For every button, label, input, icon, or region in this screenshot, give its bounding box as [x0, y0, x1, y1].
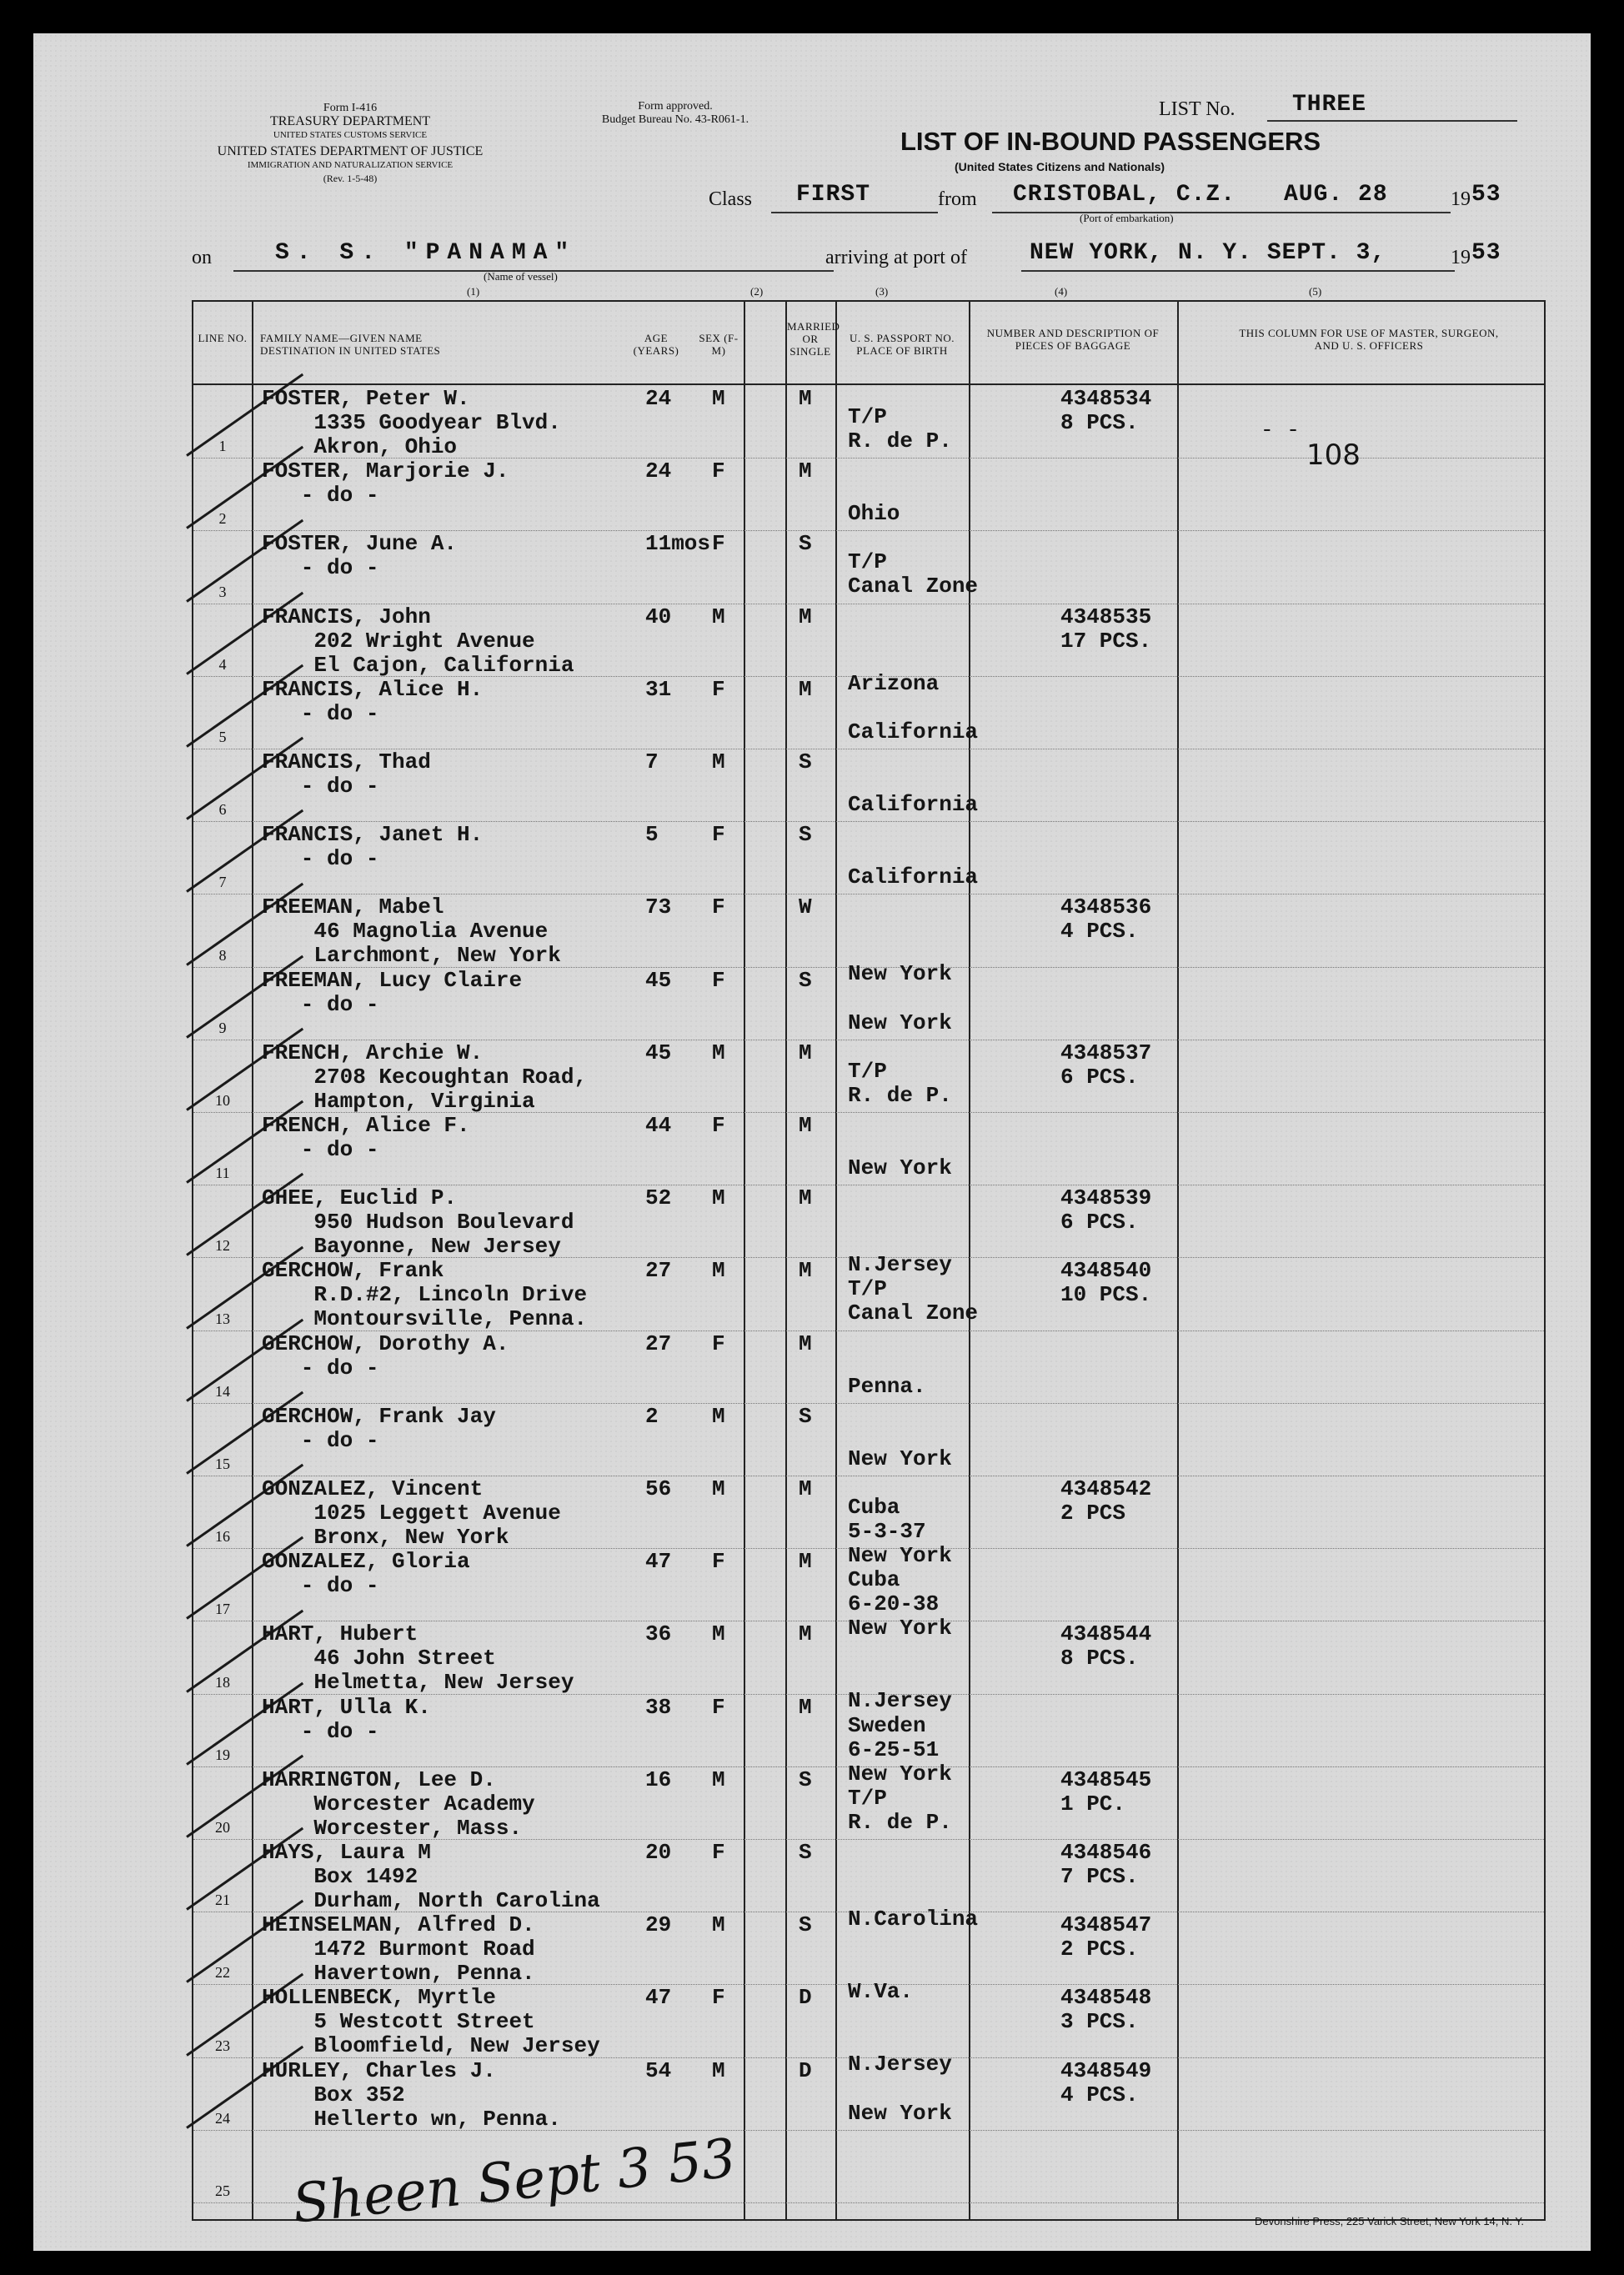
passenger-marital: M	[799, 604, 812, 629]
passenger-age: 56	[645, 1476, 672, 1501]
passenger-name: HART, Hubert 46 John Street Helmetta, New Jersey	[262, 1621, 574, 1696]
passenger-age: 40	[645, 604, 672, 629]
treasury-label: TREASURY DEPARTMENT	[269, 114, 431, 128]
passenger-baggage: 4348545 1 PC.	[1060, 1766, 1152, 1816]
line-number: 10	[215, 1092, 230, 1109]
passenger-name: FOSTER, June A. - do -	[262, 531, 458, 581]
passenger-passport: N.Carolina	[848, 1907, 979, 1932]
passenger-marital: M	[799, 459, 812, 484]
passenger-age: 45	[645, 967, 672, 993]
passenger-passport: N.Jersey	[848, 1252, 952, 1278]
passenger-marital: M	[799, 386, 812, 411]
passenger-passport: New York	[848, 2100, 952, 2126]
passenger-passport: T/P Canal Zone	[848, 1276, 979, 1326]
passenger-sex: M	[712, 1476, 725, 1501]
passenger-name: FOSTER, Peter W. 1335 Goodyear Blvd. Akron, Ohio	[262, 386, 561, 459]
passenger-sex: F	[712, 1694, 725, 1720]
year-prefix-arrival: 19	[1451, 247, 1471, 268]
passenger-passport: New York	[848, 1446, 952, 1471]
passenger-passport: N.Jersey	[848, 2052, 952, 2077]
agency-block	[233, 102, 467, 142]
departure-date: AUG. 28	[1284, 182, 1388, 208]
passenger-name: FRENCH, Archie W. 2708 Kecoughtan Road, Hampton, Virginia	[262, 1040, 588, 1114]
passenger-name: HURLEY, Charles J. Box 352 Hellerto wn, Penna.	[262, 2057, 561, 2132]
passenger-age: 16	[645, 1766, 672, 1792]
line-number: 8	[218, 946, 227, 964]
passenger-baggage: 4348547 2 PCS.	[1060, 1912, 1152, 1962]
passenger-marital: S	[799, 967, 812, 993]
passenger-marital: M	[799, 1330, 812, 1356]
passenger-baggage: 4348548 3 PCS.	[1060, 1985, 1152, 2035]
passenger-marital: S	[799, 1766, 812, 1792]
passenger-name: GHEE, Euclid P. 950 Hudson Boulevard Bayonne, New Jersey	[262, 1185, 574, 1260]
header-officers: THIS COLUMN FOR USE OF MASTER, SURGEON, AND U. S. OFFICERS	[1239, 327, 1499, 352]
revision-label: (Rev. 1-5-48)	[323, 173, 378, 184]
passenger-name: FRENCH, Alice F. - do -	[262, 1113, 470, 1162]
passenger-passport: California	[848, 792, 979, 817]
passenger-name: HARRINGTON, Lee D. Worcester Academy Worcester, Mass.	[262, 1766, 535, 1841]
passenger-marital: M	[799, 1621, 812, 1647]
passenger-passport: T/P R. de P.	[848, 1785, 952, 1835]
passenger-age: 47	[645, 1985, 672, 2011]
header-age: AGE (YEARS)	[633, 332, 679, 357]
manifest-sheet	[33, 33, 1591, 2251]
passenger-sex: M	[712, 2057, 725, 2083]
passenger-name: HEINSELMAN, Alfred D. 1472 Burmont Road Havertown, Penna.	[262, 1912, 535, 1987]
form-number: Form I-416	[323, 102, 378, 114]
col-num-2: (2)	[750, 285, 764, 298]
passenger-name: GERCHOW, Frank R.D.#2, Lincoln Drive Montoursville, Penna.	[262, 1258, 588, 1332]
header-sex: SEX (F-M)	[699, 332, 739, 357]
passenger-baggage: 4348544 8 PCS.	[1060, 1621, 1152, 1671]
passenger-name: FRANCIS, Janet H. - do -	[262, 822, 484, 872]
passenger-passport: New York	[848, 961, 952, 987]
passenger-sex: F	[712, 1113, 725, 1138]
passenger-passport: T/P R. de P.	[848, 1058, 952, 1108]
officer-dash: - -	[1261, 418, 1300, 443]
passenger-age: 47	[645, 1549, 672, 1575]
line-number: 24	[215, 2109, 230, 2127]
passenger-marital: M	[799, 1476, 812, 1501]
list-no-value: THREE	[1292, 92, 1367, 118]
approval-block	[550, 100, 800, 127]
officer-note: 108	[1306, 438, 1361, 472]
line-number: 21	[215, 1892, 230, 1909]
line-number: 19	[215, 1746, 230, 1763]
passenger-age: 27	[645, 1258, 672, 1284]
header-line-no: LINE NO.	[198, 332, 248, 344]
passenger-name: GERCHOW, Dorothy A. - do -	[262, 1330, 509, 1381]
justice-label: UNITED STATES DEPARTMENT OF JUSTICE	[217, 144, 484, 158]
passenger-sex: F	[712, 1330, 725, 1356]
passenger-marital: S	[799, 1912, 812, 1938]
passenger-sex: M	[712, 1912, 725, 1938]
line-number: 23	[215, 2037, 230, 2054]
from-label: from	[938, 188, 977, 210]
col-num-1: (1)	[467, 285, 480, 298]
on-label: on	[192, 247, 212, 268]
line-number: 4	[218, 655, 227, 673]
ins-label: IMMIGRATION AND NATURALIZATION SERVICE	[247, 160, 454, 170]
line-number: 20	[215, 1819, 230, 1836]
passenger-name: HART, Ulla K. - do -	[262, 1694, 431, 1744]
passenger-sex: F	[712, 531, 725, 557]
passenger-baggage: 4348534 8 PCS.	[1060, 386, 1152, 435]
passenger-passport: California	[848, 864, 979, 890]
vessel-name: S. S. "PANAMA"	[275, 240, 577, 266]
passenger-marital: S	[799, 1840, 812, 1865]
passenger-name: FOSTER, Marjorie J. - do -	[262, 459, 509, 509]
line-number: 5	[218, 729, 227, 745]
from-value: CRISTOBAL, C.Z.	[1013, 182, 1236, 208]
col-num-5: (5)	[1309, 285, 1322, 298]
passenger-sex: F	[712, 1549, 725, 1575]
passenger-name: FRANCIS, Thad - do -	[262, 749, 431, 799]
passenger-sex: M	[712, 386, 725, 411]
passenger-table	[192, 300, 1546, 2221]
passenger-sex: F	[712, 1840, 725, 1865]
passenger-marital: M	[799, 676, 812, 702]
passenger-age: 73	[645, 894, 672, 920]
passenger-passport: New York	[848, 1155, 952, 1180]
line-number: 6	[218, 801, 227, 819]
passenger-marital: D	[799, 2057, 812, 2083]
form-approved: Form approved.	[638, 100, 713, 113]
passenger-sex: M	[712, 1258, 725, 1284]
passenger-baggage: 4348542 2 PCS	[1060, 1476, 1152, 1526]
line-number: 17	[215, 1601, 230, 1618]
passenger-baggage: 4348540 10 PCS.	[1060, 1258, 1152, 1308]
passenger-passport: W.Va.	[848, 1979, 914, 2005]
passenger-marital: S	[799, 531, 812, 557]
passenger-age: 24	[645, 459, 672, 484]
passenger-marital: M	[799, 1040, 812, 1065]
passenger-name: FREEMAN, Mabel 46 Magnolia Avenue Larchmont, New York	[262, 894, 561, 969]
passenger-marital: S	[799, 1403, 812, 1429]
page-subtitle: (United States Citizens and Nationals)	[955, 160, 1165, 173]
printer-imprint: Devonshire Press, 225 Varick Street, New York 14, N. Y.	[1255, 2215, 1524, 2227]
line-number: 13	[215, 1310, 230, 1327]
arrival-port: NEW YORK, N. Y. SEPT. 3,	[1030, 240, 1386, 266]
passenger-age: 52	[645, 1185, 672, 1211]
passenger-sex: M	[712, 1185, 725, 1211]
line-number: 2	[218, 510, 227, 528]
passenger-age: 45	[645, 1040, 672, 1065]
line-number: 7	[218, 874, 227, 891]
line-number: 22	[215, 1964, 230, 1982]
line-number: 1	[218, 438, 227, 455]
passenger-age: 20	[645, 1840, 672, 1865]
passenger-age: 44	[645, 1113, 672, 1138]
line-number: 3	[218, 583, 227, 600]
passenger-passport: California	[848, 719, 979, 744]
passenger-passport: New York	[848, 1010, 952, 1035]
passenger-sex: F	[712, 676, 725, 702]
line-number: 16	[215, 1528, 230, 1546]
passenger-passport: T/P Canal Zone	[848, 549, 979, 599]
passenger-marital: S	[799, 749, 812, 774]
passenger-age: 24	[645, 386, 672, 411]
passenger-sex: F	[712, 894, 725, 920]
passenger-name: HOLLENBECK, Myrtle 5 Westcott Street Bloomfield, New Jersey	[262, 1985, 600, 2059]
passenger-baggage: 4348535 17 PCS.	[1060, 604, 1152, 654]
passenger-sex: M	[712, 1621, 725, 1647]
passenger-sex: F	[712, 822, 725, 848]
class-label: Class	[709, 188, 753, 210]
passenger-marital: M	[799, 1258, 812, 1284]
passenger-passport: Cuba 5-3-37 New York	[848, 1495, 952, 1568]
passenger-marital: M	[799, 1694, 812, 1720]
passenger-sex: F	[712, 1985, 725, 2011]
line-number: 15	[215, 1456, 230, 1472]
passenger-marital: S	[799, 822, 812, 848]
vessel-caption: (Name of vessel)	[484, 270, 558, 283]
line-number: 11	[215, 1165, 230, 1182]
col-num-3: (3)	[875, 285, 889, 298]
arriving-label: arriving at port of	[825, 247, 967, 268]
page-title: LIST OF IN-BOUND PASSENGERS	[900, 127, 1321, 156]
line-number: 9	[218, 1019, 227, 1036]
passenger-age: 38	[645, 1694, 672, 1720]
passenger-name: HAYS, Laura M Box 1492 Durham, North Carolina	[262, 1840, 600, 1913]
passenger-passport: Cuba 6-20-38 New York	[848, 1567, 952, 1641]
passenger-passport: N.Jersey	[848, 1688, 952, 1714]
passenger-name: GONZALEZ, Vincent 1025 Leggett Avenue Bronx, New York	[262, 1476, 561, 1550]
passenger-age: 11mos	[645, 531, 711, 557]
line-number: 14	[215, 1382, 230, 1400]
passenger-passport: Penna.	[848, 1373, 926, 1399]
passenger-passport: Arizona	[848, 670, 940, 696]
passenger-baggage: 4348549 4 PCS.	[1060, 2057, 1152, 2107]
port-caption: (Port of embarkation)	[1080, 212, 1174, 224]
passenger-age: 54	[645, 2057, 672, 2083]
passenger-age: 31	[645, 676, 672, 702]
header-marital: MARRIED OR SINGLE	[787, 320, 840, 358]
passenger-marital: M	[799, 1185, 812, 1211]
class-value: FIRST	[796, 182, 871, 208]
passenger-baggage: 4348537 6 PCS.	[1060, 1040, 1152, 1090]
passenger-marital: M	[799, 1113, 812, 1138]
passenger-sex: M	[712, 604, 725, 629]
justice-block	[183, 145, 517, 185]
budget-bureau: Budget Bureau No. 43-R061-1.	[601, 113, 749, 126]
passenger-marital: D	[799, 1985, 812, 2011]
line-number: 12	[215, 1237, 230, 1255]
passenger-age: 36	[645, 1621, 672, 1647]
passenger-age: 29	[645, 1912, 672, 1938]
passenger-name: FREEMAN, Lucy Claire - do -	[262, 967, 523, 1017]
passenger-sex: M	[712, 1403, 725, 1429]
passenger-age: 27	[645, 1330, 672, 1356]
passenger-name: GERCHOW, Frank Jay - do -	[262, 1403, 496, 1453]
header-passport: U. S. PASSPORT NO. PLACE OF BIRTH	[850, 332, 955, 357]
passenger-age: 7	[645, 749, 659, 774]
passenger-marital: W	[799, 894, 812, 920]
passenger-sex: M	[712, 1040, 725, 1065]
passenger-name: GONZALEZ, Gloria - do -	[262, 1549, 470, 1599]
passenger-sex: M	[712, 749, 725, 774]
passenger-passport: Sweden 6-25-51 New York	[848, 1712, 952, 1786]
arrival-year: 53	[1471, 240, 1501, 266]
line-number: 25	[215, 2182, 230, 2199]
passenger-sex: F	[712, 967, 725, 993]
passenger-baggage: 4348536 4 PCS.	[1060, 894, 1152, 945]
departure-year: 53	[1471, 182, 1501, 208]
passenger-baggage: 4348539 6 PCS.	[1060, 1185, 1152, 1235]
col-num-4: (4)	[1055, 285, 1068, 298]
passenger-name: FRANCIS, Alice H. - do -	[262, 676, 484, 726]
customs-label: UNITED STATES CUSTOMS SERVICE	[273, 130, 428, 140]
passenger-marital: M	[799, 1549, 812, 1575]
passenger-baggage: 4348546 7 PCS.	[1060, 1840, 1152, 1889]
header-baggage: NUMBER AND DESCRIPTION OF PIECES OF BAGGAGE	[986, 327, 1160, 352]
passenger-sex: F	[712, 459, 725, 484]
year-prefix-from: 19	[1451, 188, 1471, 210]
passenger-passport: Ohio	[848, 501, 900, 527]
list-no-label: LIST No.	[1159, 98, 1236, 120]
handwritten-signature: Sheen Sept 3 53	[289, 2127, 739, 2236]
line-number: 18	[215, 1673, 230, 1691]
passenger-passport: T/P R. de P.	[848, 404, 952, 453]
header-name: FAMILY NAME—GIVEN NAME DESTINATION IN UNITED STATES	[260, 332, 441, 357]
passenger-sex: M	[712, 1766, 725, 1792]
passenger-age: 5	[645, 822, 659, 848]
passenger-name: FRANCIS, John 202 Wright Avenue El Cajon, California	[262, 604, 574, 678]
passenger-age: 2	[645, 1403, 659, 1429]
